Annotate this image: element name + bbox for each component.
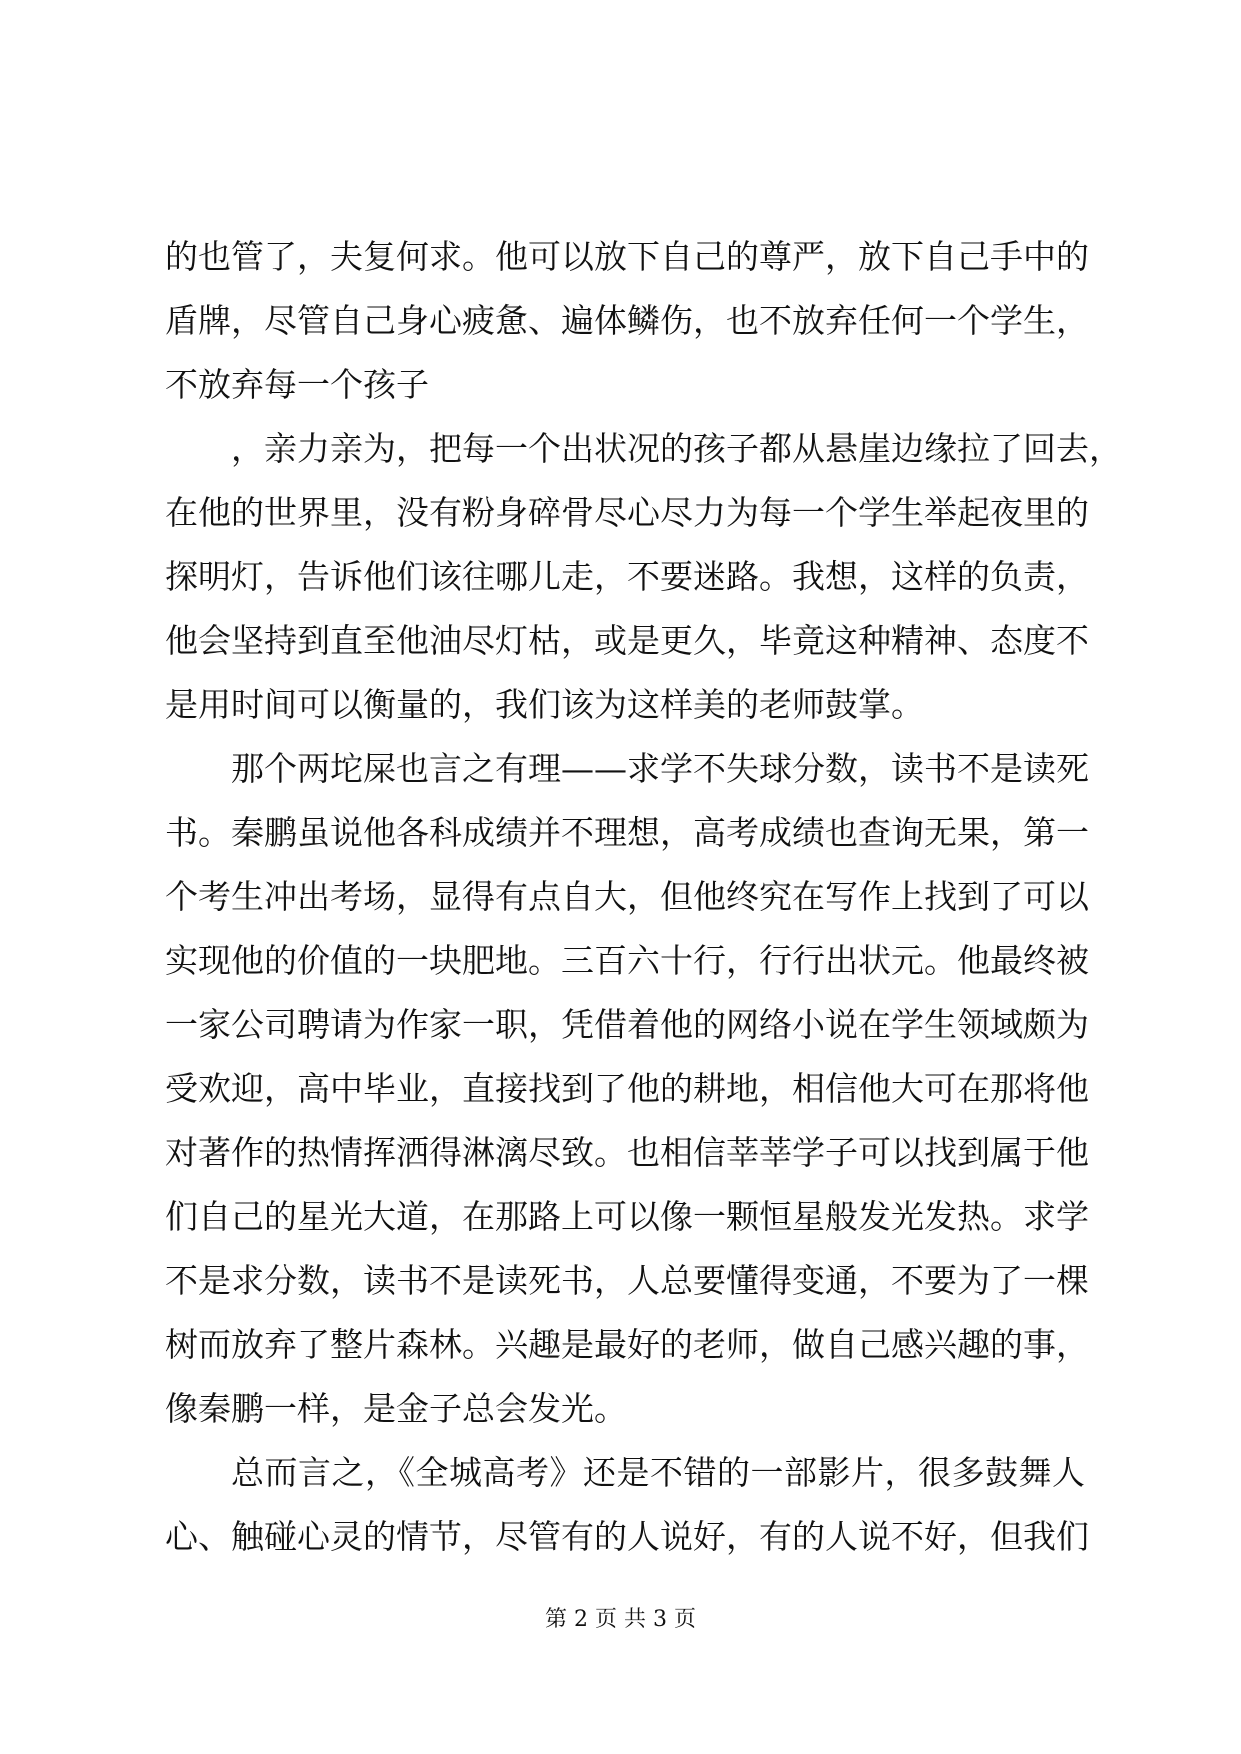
text-line: 探明灯，告诉他们该往哪儿走，不要迷路。我想，这样的负责， <box>165 557 1089 596</box>
document-body <box>165 225 1122 1569</box>
page-number-footer: 第 2 页 共 3 页 <box>545 1607 696 1632</box>
text-line: 盾牌，尽管自己身心疲惫、遍体鳞伤，也不放弃任何一个学生， <box>165 301 1089 340</box>
text-line: 不放弃每一个孩子 <box>165 365 429 404</box>
text-line: 那个两坨屎也言之有理——求学不失球分数，读书不是读死 <box>231 749 1089 788</box>
text-line: 不是求分数，读书不是读死书，人总要懂得变通，不要为了一棵 <box>165 1261 1089 1300</box>
text-line: 们自己的星光大道，在那路上可以像一颗恒星般发光发热。求学 <box>165 1197 1089 1236</box>
text-line: 受欢迎，高中毕业，直接找到了他的耕地，相信他大可在那将他 <box>165 1069 1089 1108</box>
text-line: 是用时间可以衡量的，我们该为这样美的老师鼓掌。 <box>165 685 924 724</box>
text-line: 实现他的价值的一块肥地。三百六十行，行行出状元。他最终被 <box>165 941 1089 980</box>
text-line: ，亲力亲为，把每一个出状况的孩子都从悬崖边缘拉了回去， <box>231 429 1122 468</box>
text-line: 一家公司聘请为作家一职，凭借着他的网络小说在学生领域颇为 <box>165 1005 1089 1044</box>
text-line: 个考生冲出考场，显得有点自大，但他终究在写作上找到了可以 <box>165 877 1089 916</box>
text-line: 对著作的热情挥洒得淋漓尽致。也相信莘莘学子可以找到属于他 <box>165 1133 1089 1172</box>
text-line: 的也管了，夫复何求。他可以放下自己的尊严，放下自己手中的 <box>165 237 1089 276</box>
text-line: 心、触碰心灵的情节，尽管有的人说好，有的人说不好，但我们 <box>165 1517 1089 1556</box>
text-line: 树而放弃了整片森林。兴趣是最好的老师，做自己感兴趣的事， <box>165 1325 1089 1364</box>
text-line: 总而言之，《全城高考》还是不错的一部影片，很多鼓舞人 <box>231 1453 1085 1492</box>
text-line: 他会坚持到直至他油尽灯枯，或是更久，毕竟这种精神、态度不 <box>165 621 1089 660</box>
text-line: 像秦鹏一样，是金子总会发光。 <box>165 1389 627 1428</box>
text-line: 书。秦鹏虽说他各科成绩并不理想，高考成绩也查询无果，第一 <box>165 813 1089 852</box>
text-line: 在他的世界里，没有粉身碎骨尽心尽力为每一个学生举起夜里的 <box>165 493 1089 532</box>
